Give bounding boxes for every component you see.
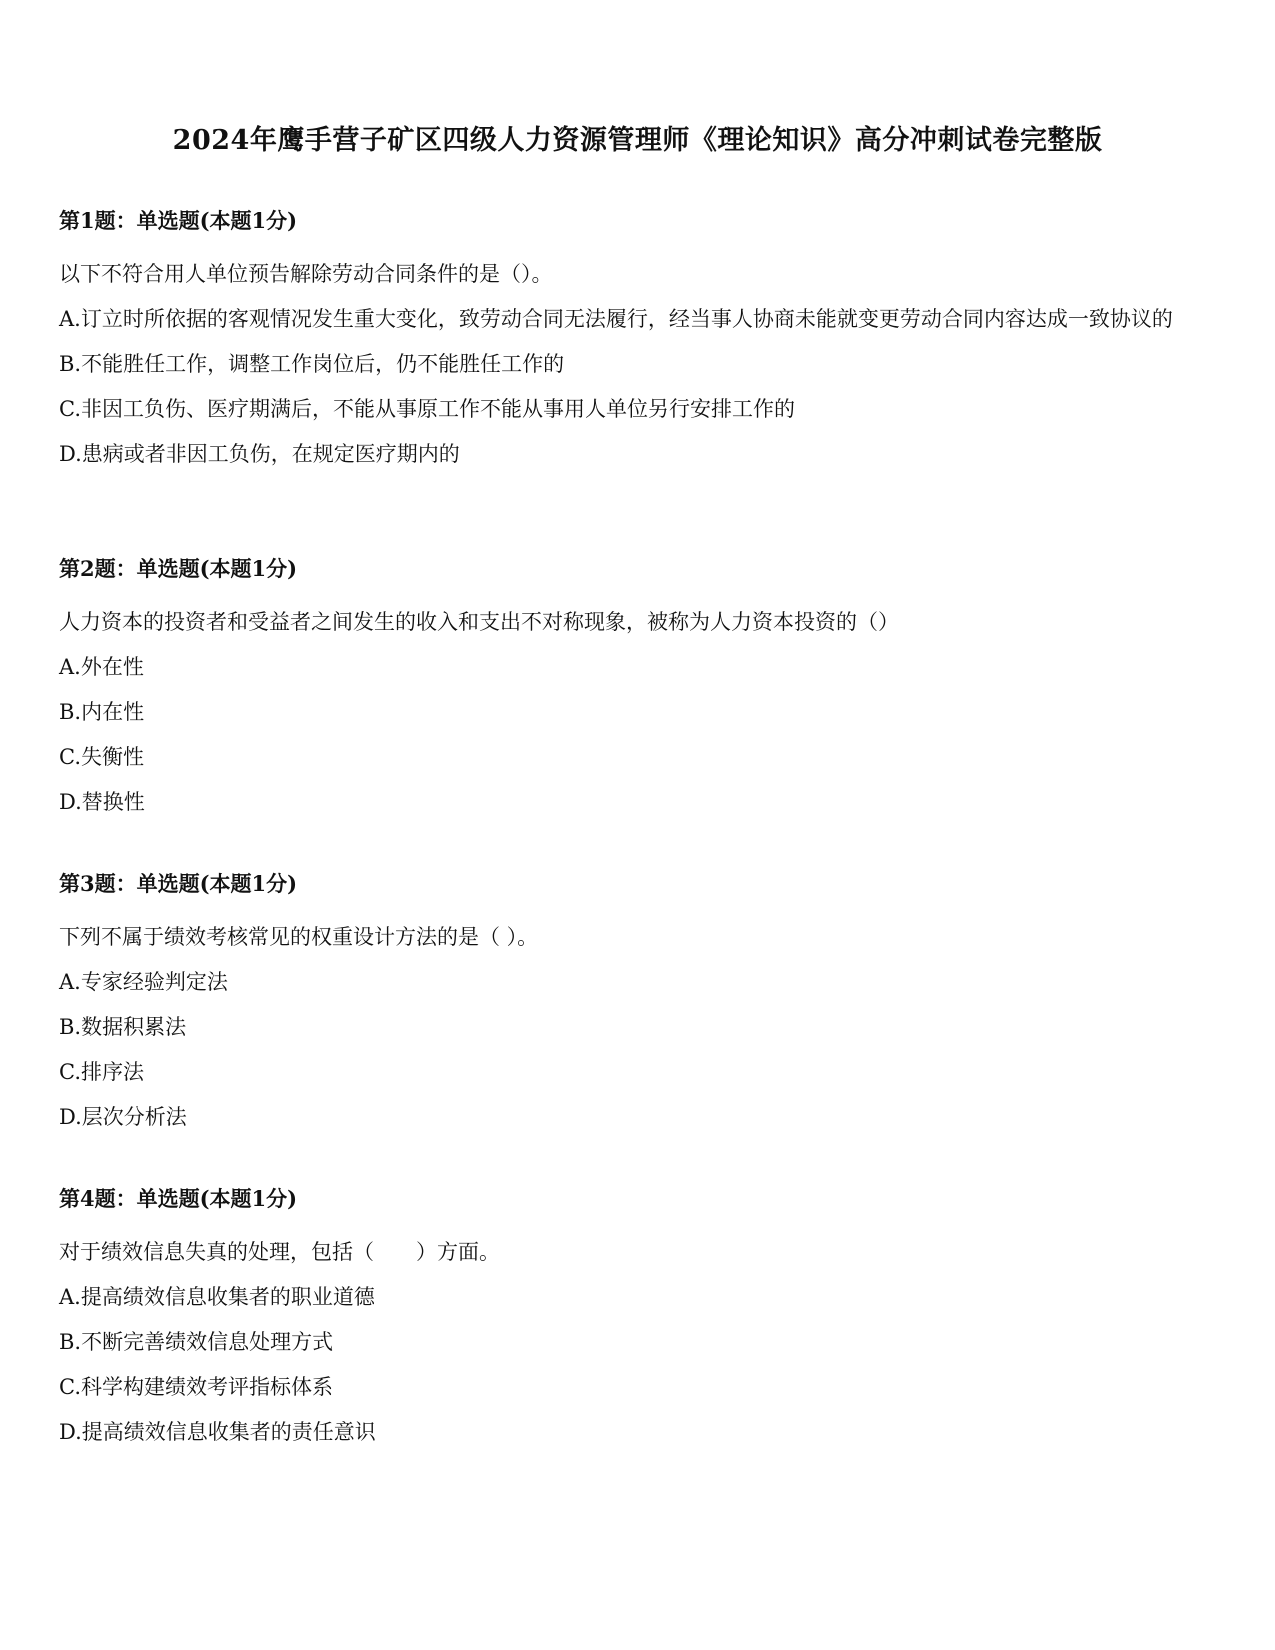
option-a: A.提高绩效信息收集者的职业道德	[59, 1285, 375, 1309]
question-4	[59, 1184, 1209, 1461]
option-a: A.订立时所依据的客观情况发生重大变化，致劳动合同无法履行，经当事人协商未能就变更劳动合同内容达成一致协议的	[59, 307, 1173, 331]
option-list	[59, 966, 1209, 1134]
question-heading: 第4题：单选题(本题1分)	[59, 1186, 298, 1211]
option-c: C.失衡性	[59, 745, 144, 769]
option-b: B.不能胜任工作，调整工作岗位后，仍不能胜任工作的	[59, 352, 565, 376]
question-stem: 人力资本的投资者和受益者之间发生的收入和支出不对称现象，被称为人力资本投资的（）	[59, 610, 899, 634]
option-list	[59, 1281, 1209, 1449]
option-list	[59, 651, 1209, 819]
question-3	[59, 869, 1209, 1146]
option-a: A.外在性	[59, 655, 144, 679]
question-heading: 第1题：单选题(本题1分)	[59, 208, 298, 233]
option-c: C.科学构建绩效考评指标体系	[59, 1375, 333, 1399]
question-heading: 第3题：单选题(本题1分)	[59, 871, 298, 896]
option-d: D.提高绩效信息收集者的责任意识	[59, 1420, 376, 1444]
question-2	[59, 554, 1209, 831]
question-stem: 以下不符合用人单位预告解除劳动合同条件的是（）。	[59, 262, 553, 286]
option-list	[59, 303, 1209, 471]
page-title: 2024年鹰手营子矿区四级人力资源管理师《理论知识》高分冲刺试卷完整版	[172, 125, 1103, 156]
option-b: B.内在性	[59, 700, 145, 724]
question-1	[59, 206, 1209, 483]
option-c: C.非因工负伤、医疗期满后，不能从事原工作不能从事用人单位另行安排工作的	[59, 397, 795, 421]
question-stem: 下列不属于绩效考核常见的权重设计方法的是（ ）。	[59, 925, 539, 949]
option-d: D.层次分析法	[59, 1105, 187, 1129]
option-d: D.替换性	[59, 790, 145, 814]
question-stem: 对于绩效信息失真的处理，包括（ ）方面。	[59, 1240, 500, 1264]
option-b: B.数据积累法	[59, 1015, 187, 1039]
option-b: B.不断完善绩效信息处理方式	[59, 1330, 334, 1354]
option-d: D.患病或者非因工负伤，在规定医疗期内的	[59, 442, 460, 466]
option-a: A.专家经验判定法	[59, 970, 228, 994]
question-heading: 第2题：单选题(本题1分)	[59, 556, 298, 581]
option-c: C.排序法	[59, 1060, 144, 1084]
